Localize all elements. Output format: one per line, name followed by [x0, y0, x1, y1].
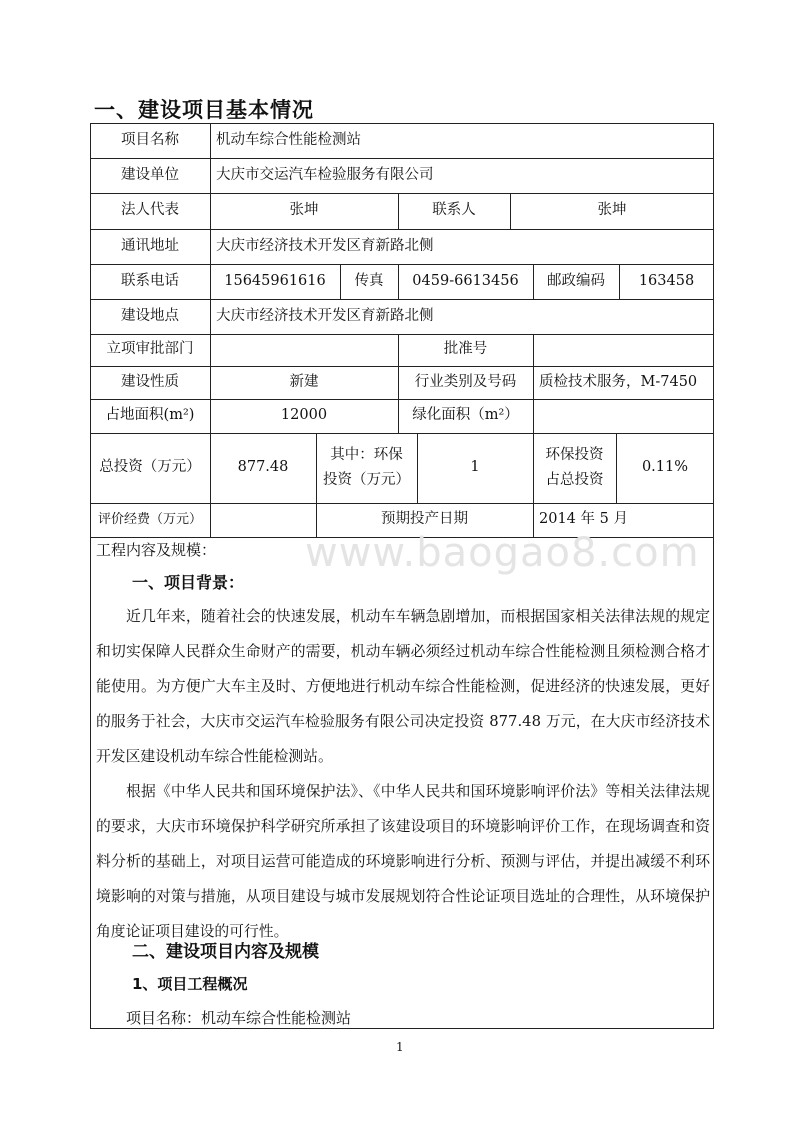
value-fax: 0459-6613456 [412, 272, 519, 289]
label-nature: 建设性质 [121, 373, 179, 390]
watermark: www.baogao8.com [305, 530, 700, 576]
value-env-ratio: 0.11% [641, 459, 689, 476]
paragraph-background: 近几年来，随着社会的快速发展，机动车车辆急剧增加，而根据国家相关法律法规的规定和切实保障人民群众生命财产的需要，机动车辆必须经过机动车综合性能检测且须检测合格才能使用。为方便广大车主及时、方便地进行机动车综合性能检测，促进经济的快速发展，更好的服务于社会，大庆市交运汽车检验服务有限公司决定投资 877.48 万元，在大庆市经济技术开发区建设机动车综合性能检测站。 [96, 608, 710, 765]
label-address: 通讯地址 [121, 237, 179, 254]
value-address: 大庆市经济技术开发区育新路北侧 [216, 237, 434, 254]
value-legal-rep: 张坤 [289, 202, 319, 219]
value-project-name: 机动车综合性能检测站 [216, 131, 361, 148]
value-env-investment: 1 [470, 459, 480, 476]
value-site: 大庆市经济技术开发区育新路北侧 [216, 307, 434, 324]
background-heading: 一、项目背景： [132, 573, 245, 592]
project-name-line: 项目名称：机动车综合性能检测站 [126, 1009, 352, 1027]
label-approval-dept: 立项审批部门 [106, 341, 194, 358]
scope-label: 工程内容及规模： [96, 541, 217, 559]
label-env-ratio-line2: 占总投资 [545, 472, 604, 488]
label-area: 占地面积(m²) [105, 407, 195, 424]
label-env-investment-line2: 投资（万元） [323, 472, 410, 488]
value-approval-number [533, 334, 714, 366]
section-title: 一、建设项目基本情况 [94, 98, 314, 122]
label-env-investment [316, 433, 417, 503]
label-approval-number: 批准号 [443, 341, 488, 358]
label-postal: 邮政编码 [547, 272, 605, 289]
value-total-investment: 877.48 [237, 459, 289, 476]
value-nature: 新建 [289, 373, 319, 390]
value-postal: 163458 [638, 272, 695, 289]
label-eval-fee: 评价经费（万元） [97, 512, 202, 528]
section2-heading: 二、建设项目内容及规模 [132, 942, 319, 962]
label-env-ratio-line1: 环保投资 [545, 447, 604, 464]
label-production-date: 预期投产日期 [381, 511, 468, 528]
value-green-area [533, 399, 714, 433]
value-area: 12000 [280, 407, 328, 424]
subsection1-heading: 1、项目工程概况 [132, 975, 248, 993]
value-phone: 15645961616 [224, 272, 326, 289]
value-approval-dept [210, 334, 398, 366]
label-site: 建设地点 [121, 307, 179, 324]
label-project-name: 项目名称 [121, 131, 179, 148]
label-legal-rep: 法人代表 [121, 202, 179, 219]
page-number: 1 [396, 1040, 404, 1054]
label-builder: 建设单位 [121, 166, 179, 183]
label-total-investment: 总投资（万元） [99, 459, 201, 476]
value-industry: 质检技术服务，M-7450 [539, 373, 698, 390]
label-phone: 联系电话 [121, 272, 179, 289]
label-industry: 行业类别及号码 [414, 373, 517, 390]
label-env-ratio [533, 433, 616, 503]
label-fax: 传真 [354, 272, 384, 289]
value-builder: 大庆市交运汽车检验服务有限公司 [216, 166, 434, 183]
paragraph-regulation: 根据《中华人民共和国环境保护法》、《中华人民共和国环境影响评价法》等相关法律法规的要求，大庆市环境保护科学研究所承担了该建设项目的环境影响评价工作，在现场调查和资料分析的基础上，对项目运营可能造成的环境影响进行分析、预测与评估，并提出减缓不利环境影响的对策与措施，从项目建设与城市发展规划符合性论证项目选址的合理性，从环境保护角度论证项目建设的可行性。 [96, 783, 710, 940]
label-contact: 联系人 [432, 202, 476, 219]
value-eval-fee [210, 503, 316, 537]
label-env-investment-line1: 其中：环保 [330, 447, 403, 464]
label-green-area: 绿化面积（m²） [412, 407, 519, 424]
value-production-date: 2014 年 5 月 [539, 511, 628, 528]
value-contact: 张坤 [597, 202, 627, 219]
